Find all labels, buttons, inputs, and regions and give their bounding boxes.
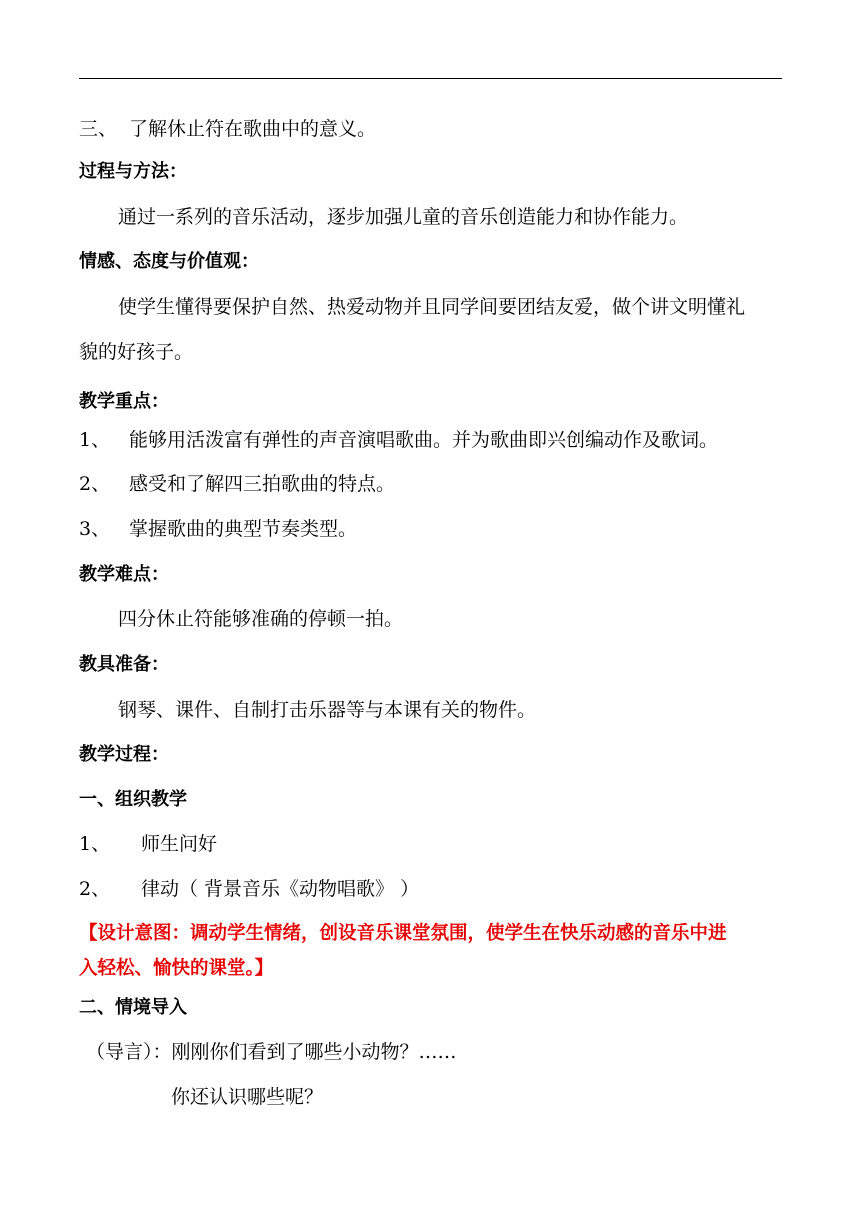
objective-item-3-text: 了解休止符在歌曲中的意义。	[129, 118, 377, 140]
key-point-text: 能够用活泼富有弹性的声音演唱歌曲。并为歌曲即兴创编动作及歌词。	[129, 429, 719, 451]
emotion-heading: 情感、态度与价值观：	[79, 251, 259, 272]
emotion-text-line-2: 貌的好孩子。	[79, 341, 194, 363]
intro-line-2: 你还认识哪些呢？	[171, 1086, 324, 1108]
objective-item-3-number: 三、	[79, 118, 118, 140]
difficulties-text: 四分休止符能够准确的停顿一拍。	[118, 608, 404, 630]
section-1-item-number: 2、	[79, 878, 111, 900]
section-1-item	[79, 833, 784, 855]
key-point-item	[79, 518, 784, 540]
section-1-heading: 一、组织教学	[79, 789, 187, 810]
key-point-number: 1、	[79, 429, 111, 451]
objective-item-3	[79, 118, 784, 140]
header-rule	[79, 78, 782, 79]
key-point-text: 感受和了解四三拍歌曲的特点。	[129, 473, 396, 495]
difficulties-heading: 教学难点：	[79, 564, 169, 585]
section-1-item-text: 师生问好	[141, 833, 218, 855]
materials-text: 钢琴、课件、自制打击乐器等与本课有关的物件。	[118, 699, 537, 721]
section-1-item-text: 律动（ 背景音乐《动物唱歌》 ）	[141, 878, 420, 900]
design-intent-line-2: 入轻松、愉快的课堂。】	[79, 958, 274, 979]
procedure-heading: 教学过程：	[79, 744, 169, 765]
process-text: 通过一系列的音乐活动，逐步加强儿童的音乐创造能力和协作能力。	[118, 206, 689, 228]
key-point-number: 3、	[79, 518, 111, 540]
key-point-number: 2、	[79, 473, 111, 495]
key-point-item	[79, 429, 784, 451]
materials-heading: 教具准备：	[79, 654, 169, 675]
process-heading: 过程与方法：	[79, 161, 187, 182]
key-point-item	[79, 473, 784, 495]
design-intent-line-1: 【设计意图：调动学生情绪，创设音乐课堂氛围，使学生在快乐动感的音乐中进	[79, 923, 727, 944]
section-1-item-number: 1、	[79, 833, 111, 855]
intro-line-1: （导言）：刚刚你们看到了哪些小动物？……	[86, 1041, 457, 1063]
key-point-text: 掌握歌曲的典型节奏类型。	[129, 518, 358, 540]
section-1-item	[79, 878, 784, 900]
key-points-heading: 教学重点：	[79, 391, 169, 412]
section-2-heading: 二、情境导入	[79, 997, 187, 1018]
emotion-text-line-1: 使学生懂得要保护自然、热爱动物并且同学间要团结友爱，做个讲文明懂礼	[118, 296, 746, 318]
